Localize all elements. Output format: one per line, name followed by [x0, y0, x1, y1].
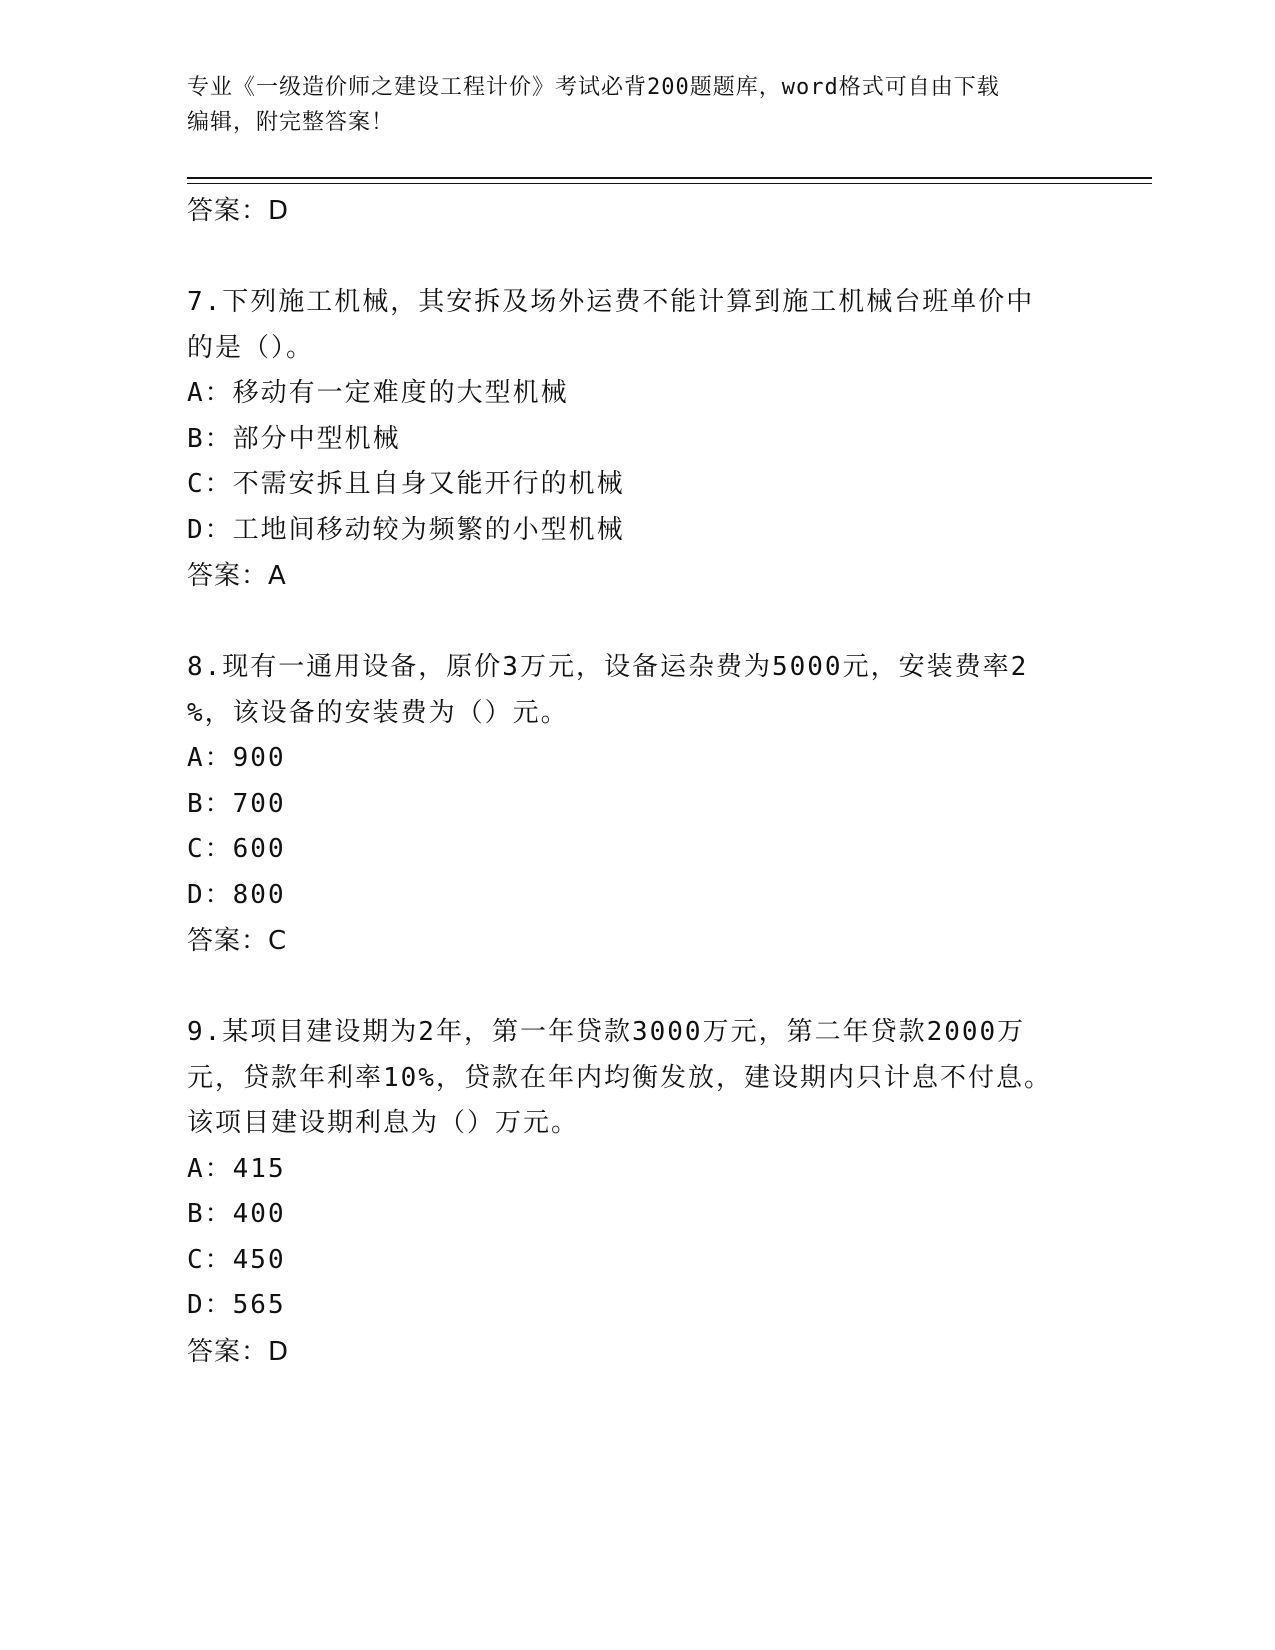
header-divider-thin [187, 183, 1152, 184]
option-b: B：700 [187, 788, 286, 819]
option-d: D：565 [187, 1290, 286, 1320]
stem-line-1: 9.某项目建设期为2年，第一年贷款3000万元，第二年贷款2000万 [187, 1017, 1026, 1047]
answer: 答案：A [187, 561, 287, 591]
option-b: B：部分中型机械 [187, 423, 401, 454]
option-d: D：工地间移动较为频繁的小型机械 [187, 514, 625, 545]
question-7 [187, 280, 1087, 599]
question-list [187, 188, 1087, 1375]
header-line-1: 专业《一级造价师之建设工程计价》考试必背200题题库，word格式可自由下载 [187, 75, 1000, 100]
option-a: A：900 [187, 743, 286, 773]
question-9 [187, 1010, 1087, 1375]
stem-line-1: 8.现有一通用设备，原价3万元，设备运杂费为5000元，安装费率2 [187, 652, 1029, 682]
stem-line-3: 该项目建设期利息为（）万元。 [187, 1108, 580, 1138]
previous-answer: 答案：D [187, 196, 290, 226]
option-a: A：移动有一定难度的大型机械 [187, 378, 569, 408]
spacer [187, 964, 1087, 1010]
option-c: C：不需安拆且自身又能开行的机械 [187, 469, 625, 499]
answer: 答案：C [187, 926, 288, 956]
question-8 [187, 645, 1087, 964]
document-header [187, 70, 1067, 140]
option-c: C：600 [187, 834, 286, 864]
question-stem [187, 280, 1057, 371]
question-stem [187, 1010, 1057, 1147]
spacer [187, 599, 1087, 645]
stem-line-1: 7.下列施工机械，其安拆及场外运费不能计算到施工机械台班单价中 [187, 287, 1035, 317]
stem-line-2: 的是（）。 [187, 332, 315, 363]
stem-line-2: %，该设备的安装费为（）元。 [187, 697, 569, 728]
header-line-2: 编辑，附完整答案！ [187, 110, 395, 135]
header-divider-thick [187, 177, 1152, 179]
option-d: D：800 [187, 879, 286, 910]
question-stem [187, 645, 1057, 736]
option-c: C：450 [187, 1244, 286, 1275]
answer: 答案：D [187, 1336, 290, 1367]
stem-line-2: 元，贷款年利率10%，贷款在年内均衡发放，建设期内只计息不付息。 [187, 1062, 1052, 1093]
option-a: A：415 [187, 1153, 286, 1184]
option-b: B：400 [187, 1199, 286, 1229]
spacer [187, 234, 1087, 280]
